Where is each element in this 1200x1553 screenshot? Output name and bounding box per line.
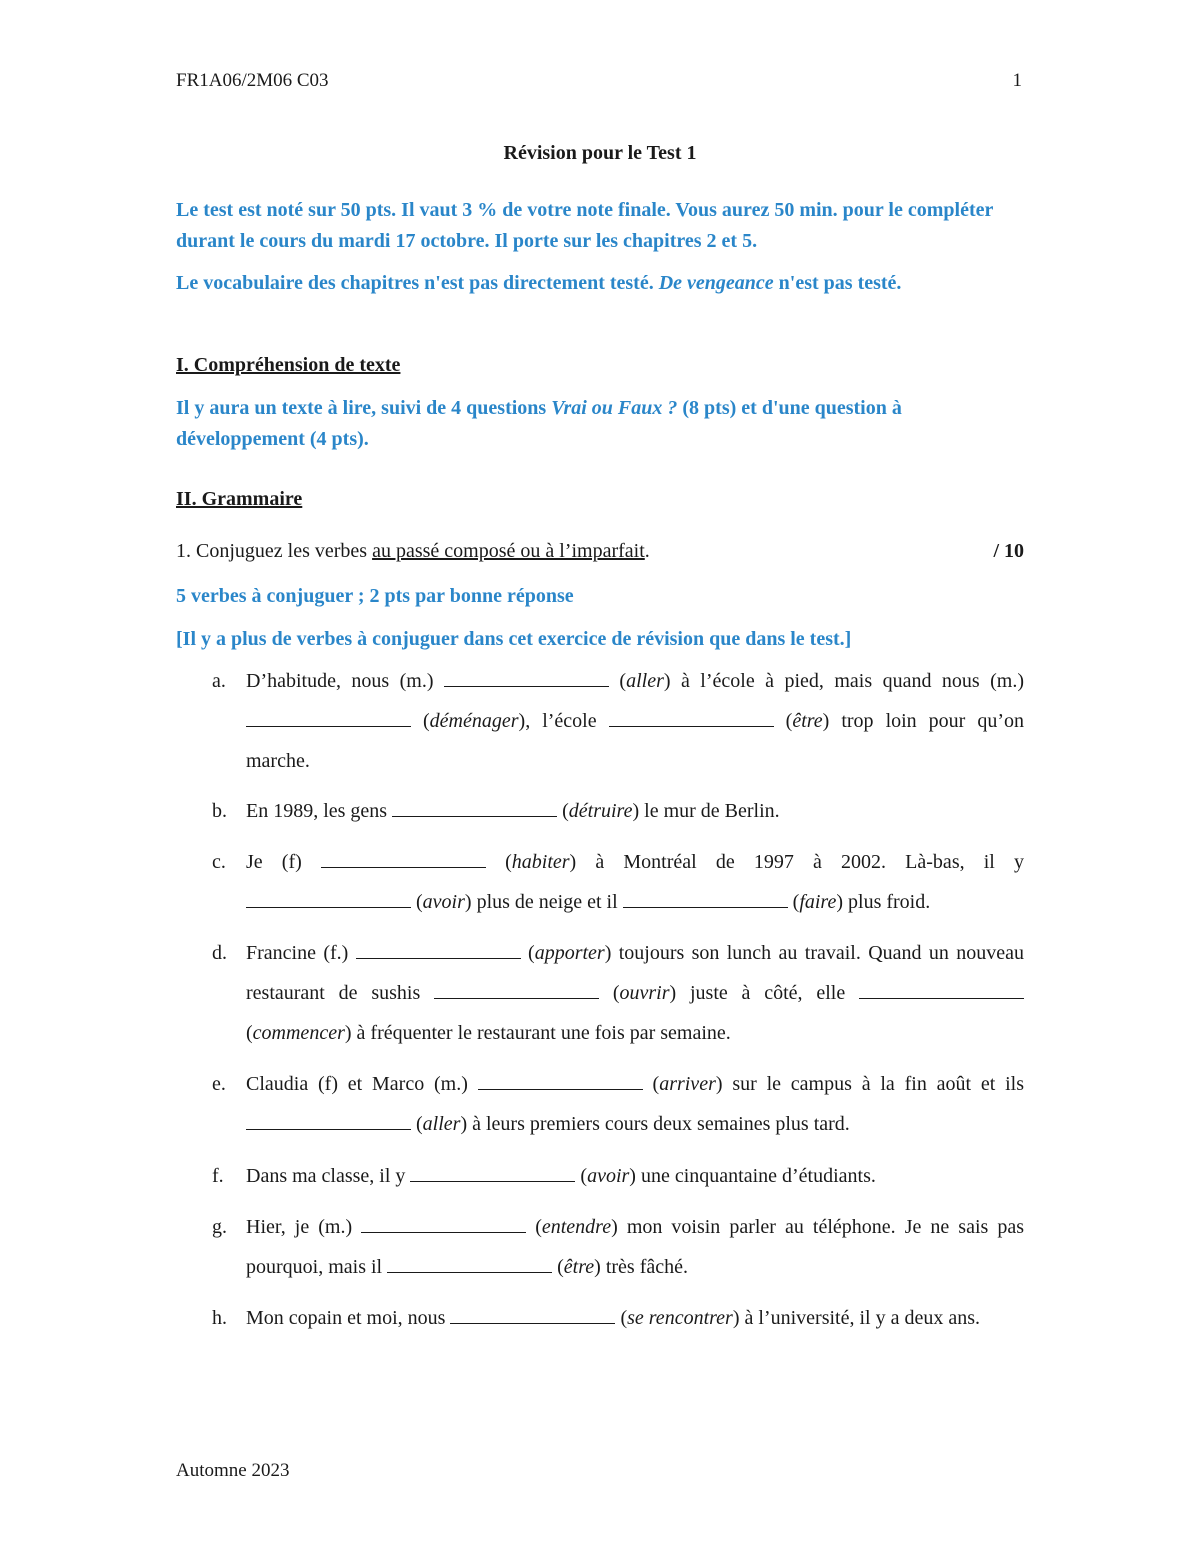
intro-paragraph-2: [176, 268, 1024, 299]
item-text: Je (f): [246, 851, 302, 873]
exercise-item-c: c. Je (f) (habiter) à Montréal de 1997 à 2002. Là-bas, il y (avoir) plus de neige et il (faire) plus froid.: [176, 842, 1024, 922]
section-1-text-a: Il y aura un texte à lire, suivi de 4 questions: [176, 397, 547, 419]
answer-blank[interactable]: [434, 982, 599, 999]
item-text: D’habitude, nous (m.): [246, 670, 434, 692]
intro-p2-text-b: n'est pas testé.: [778, 272, 902, 294]
verb-infinitive: aller: [626, 670, 664, 692]
exercise-item-d: d. Francine (f.) (apporter) toujours son lunch au travail. Quand un nouveau restaurant de sushis (ouvrir) juste à côté, elle (commencer) à fréquenter le restaurant une fois par semaine.: [176, 933, 1024, 1053]
answer-blank[interactable]: [609, 710, 774, 727]
verb-infinitive: se rencontrer: [627, 1307, 733, 1329]
footer-term: Automne 2023: [176, 1460, 290, 1481]
item-label: e.: [212, 1073, 226, 1095]
item-text: plus de neige et il: [476, 891, 618, 913]
exercise-item-a: a. D’habitude, nous (m.) (aller) à l’école à pied, mais quand nous (m.) (déménager), l’école (être) trop loin pour qu’on marche.: [176, 661, 1024, 781]
verb-infinitive: détruire: [568, 800, 633, 822]
answer-blank[interactable]: [410, 1165, 575, 1182]
exercise-item-b: b. En 1989, les gens (détruire) le mur de Berlin.: [176, 791, 1024, 831]
answer-blank[interactable]: [387, 1256, 552, 1273]
exercise-item-f: f. Dans ma classe, il y (avoir) une cinquantaine d’étudiants.: [176, 1156, 1024, 1196]
header-course-code: FR1A06/2M06 C03: [176, 70, 329, 91]
item-text: plus froid.: [848, 891, 931, 913]
answer-blank[interactable]: [246, 1113, 411, 1130]
item-label: g.: [212, 1216, 227, 1238]
item-text: juste à côté, elle: [689, 982, 846, 1004]
verb-infinitive: être: [563, 1256, 595, 1278]
verb-infinitive: commencer: [252, 1022, 345, 1044]
item-label: d.: [212, 942, 227, 964]
item-label: b.: [212, 800, 227, 822]
page-title: Révision pour le Test 1: [503, 142, 697, 164]
item-text: Hier, je (m.): [246, 1216, 353, 1238]
item-text: mon voisin parler au téléphone. Je ne sais pas pourquoi, mais il: [246, 1216, 1025, 1278]
section-1-heading: I. Compréhension de texte: [176, 354, 401, 376]
verb-infinitive: avoir: [587, 1165, 630, 1187]
exercise-item-h: h. Mon copain et moi, nous (se rencontrer) à l’université, il y a deux ans.: [176, 1298, 1024, 1338]
item-text: le mur de Berlin.: [644, 800, 780, 822]
item-text: à l’école à pied, mais quand nous (m.): [680, 670, 1024, 692]
item-label: a.: [212, 670, 226, 692]
item-text: trop loin pour qu’on marche.: [246, 710, 1025, 772]
exercise-note-2: [Il y a plus de verbes à conjuguer dans cet exercice de révision que dans le test.]: [176, 628, 852, 650]
item-text: En 1989, les gens: [246, 800, 388, 822]
item-text: sur le campus à la fin août et ils: [732, 1073, 1024, 1095]
item-text: Claudia (f) et Marco (m.): [246, 1073, 468, 1095]
verb-infinitive: faire: [799, 891, 837, 913]
item-text: à fréquenter le restaurant une fois par semaine.: [356, 1022, 731, 1044]
exercise-score: / 10: [993, 540, 1024, 562]
verb-infinitive: entendre: [541, 1216, 612, 1238]
answer-blank[interactable]: [623, 891, 788, 908]
answer-blank[interactable]: [859, 982, 1024, 999]
answer-blank[interactable]: [361, 1216, 526, 1233]
verb-infinitive: ouvrir: [619, 982, 670, 1004]
exercise-note-1: 5 verbes à conjuguer ; 2 pts par bonne réponse: [176, 585, 574, 607]
item-label: c.: [212, 851, 226, 873]
section-1-text-b: (8 pts) et d'une question à développement (4 pts).: [176, 397, 902, 450]
exercise-suffix: .: [644, 540, 650, 562]
exercise-instruction: [176, 540, 1024, 563]
exercise-item-g: g. Hier, je (m.) (entendre) mon voisin parler au téléphone. Je ne sais pas pourquoi, mais il (être) très fâché.: [176, 1207, 1024, 1287]
answer-blank[interactable]: [444, 670, 609, 687]
item-text: à Montréal de 1997 à 2002. Là-bas, il y: [595, 851, 1025, 873]
exercise-prefix: 1. Conjuguez les verbes: [176, 540, 368, 562]
item-label: h.: [212, 1307, 227, 1329]
answer-blank[interactable]: [392, 800, 557, 817]
page-number: 1: [1012, 70, 1022, 91]
item-text: à l’université, il y a deux ans.: [744, 1307, 980, 1329]
item-text: Mon copain et moi, nous: [246, 1307, 446, 1329]
item-text: Dans ma classe, il y: [246, 1165, 406, 1187]
verb-infinitive: déménager: [429, 710, 519, 732]
exercise-item-e: e. Claudia (f) et Marco (m.) (arriver) sur le campus à la fin août et ils (aller) à leurs premiers cours deux semaines plus tard.: [176, 1064, 1024, 1144]
verb-infinitive: apporter: [534, 942, 605, 964]
answer-blank[interactable]: [356, 942, 521, 959]
intro-p2-italic: De vengeance: [658, 272, 774, 294]
verb-infinitive: aller: [422, 1113, 461, 1135]
item-text: à leurs premiers cours deux semaines plus tard.: [472, 1113, 850, 1135]
verb-infinitive: être: [792, 710, 823, 732]
item-text: , l’école: [525, 710, 597, 732]
verb-infinitive: habiter: [511, 851, 570, 873]
answer-blank[interactable]: [246, 710, 411, 727]
item-label: f.: [212, 1165, 224, 1187]
section-1-italic: Vrai ou Faux ?: [551, 397, 678, 419]
verb-infinitive: avoir: [422, 891, 465, 913]
verb-infinitive: arriver: [659, 1073, 716, 1095]
answer-blank[interactable]: [246, 891, 411, 908]
intro-paragraph-1: Le test est noté sur 50 pts. Il vaut 3 % de votre note finale. Vous aurez 50 min. pour le compléter durant le cours du mardi 17 octobre. Il porte sur les chapitres 2 et 5.: [176, 199, 994, 252]
exercise-underlined: au passé composé ou à l’imparfait: [372, 540, 645, 562]
section-1-description: [176, 393, 1024, 455]
item-text: une cinquantaine d’étudiants.: [640, 1165, 876, 1187]
answer-blank[interactable]: [450, 1307, 615, 1324]
item-text: Francine (f.): [246, 942, 349, 964]
answer-blank[interactable]: [478, 1073, 643, 1090]
answer-blank[interactable]: [321, 851, 486, 868]
item-text: très fâché.: [605, 1256, 688, 1278]
intro-p2-text-a: Le vocabulaire des chapitres n'est pas directement testé.: [176, 272, 654, 294]
item-text: toujours son lunch au travail. Quand un nouveau restaurant de sushis: [246, 942, 1024, 1004]
section-2-heading: II. Grammaire: [176, 488, 303, 510]
